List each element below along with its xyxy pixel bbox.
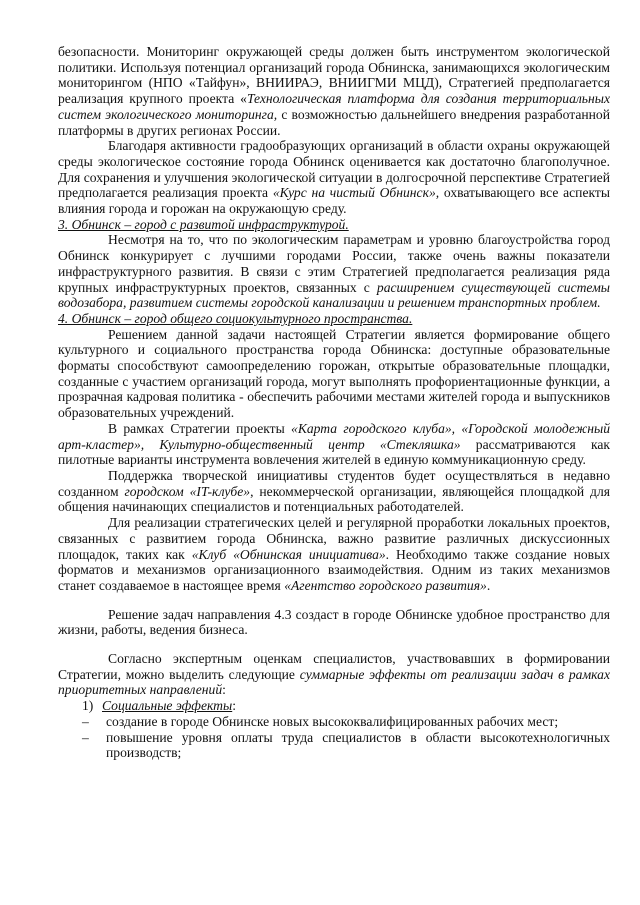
paragraph-ecological-monitoring: безопасности. Мониторинг окружающей среды должен быть инструментом экологической политики. Используя потенциал организаций города Обнинска, занимающихся экологическим мониторингом (НПО «Тайфун», ВНИИРАЭ, ВНИИГМИ МЦД), Стратегией предполагается реализация крупного проекта «Технологическая платформа для создания территориальных систем экологического мониторинга, с возможностью дальнейшего внедрения разработанной платформы в других регионах России. [58, 44, 610, 138]
list-item: – создание в городе Обнинске новых высококвалифицированных рабочих мест; [82, 713, 559, 729]
dash-bullet: – [82, 729, 89, 745]
paragraph-infrastructure: Несмотря на то, что по экологическим параметрам и уровню благоустройства город Обнинск конкурирует с лучшими городами России, также очень важны показатели инфраструктурного развития. В связи с этим Стратегией предполагается реализация ряда крупных инфраструктурных проектов, связанных с расширением существующей системы водозабора, развитием системы городской канализации и решением транспортных проблем. [58, 232, 610, 311]
heading-sociocultural: 4. Обнинск – город общего социокультурного пространства. [58, 310, 413, 326]
dash-bullet: – [82, 713, 89, 729]
paragraph-clean-obninsk: Благодаря активности градообразующих организаций в области охраны окружающей среды экологическое состояние города Обнинск оценивается как достаточно благополучное. Для сохранения и улучшения экологической ситуации в долгосрочной перспективе Стратегией предполагается реализация проекта «Курс на чистый Обнинск», охватывающего все аспекты влияния города и горожан на окружающую среду. [58, 138, 610, 217]
paragraph-sociocultural: Решением данной задачи настоящей Стратегии является формирование общего культурного и социального пространства города Обнинска: доступные образовательные форматы способствуют самоопределению горожан, открытые образовательные площадки, созданные с участием организаций города, могут выполнять профориентационные функции, а прозрачная кадровая политика - обеспечить рабочими местами жителей города и выпускников образовательных учреждений. [58, 326, 610, 421]
paragraph-it-club: Поддержка творческой инициативы студентов будет осуществляться в недавно созданном городском «IT-клубе», некоммерческой организации, являющейся площадкой для общения начинающих специалистов и потенциальных работодателей. [58, 467, 610, 515]
heading-infrastructure: 3. Обнинск – город с развитой инфраструктурой. [58, 216, 349, 232]
paragraph-effects-intro: Согласно экспертным оценкам специалистов, участвовавших в формировании Стратегии, можно выделить следующие суммарные эффекты от реализации задач в рамках приоритетных направлений: [58, 651, 611, 698]
paragraph-direction-summary: Решение задач направления 4.3 создаст в городе Обнинске удобное пространство для жизни, работы, ведения бизнеса. [58, 606, 610, 638]
paragraph-projects: В рамках Стратегии проекты «Карта городского клуба», «Городской молодежный арт-кластер», Культурно-общественный центр «Стекляшка» рассматриваются как пилотные варианты инструмента вовлечения жителей в единую коммуникационную среду. [58, 420, 611, 468]
paragraph-discussion-platforms: Для реализации стратегических целей и регулярной проработки локальных проектов, связанных с развитием города Обнинска, важно развитие различных дискуссионных площадок, таких как «Клуб «Обнинская инициатива». Необходимо также создание новых форматов и механизмов организационного взаимодействия. Одним из таких механизмов станет создаваемое в настоящее время «Агентство городского развития». [58, 515, 611, 593]
list-heading-social-effects: 1) Социальные эффекты: [82, 698, 236, 714]
list-item: – повышение уровня оплаты труда специалистов в области высокотехнологичных производств; [82, 729, 610, 761]
